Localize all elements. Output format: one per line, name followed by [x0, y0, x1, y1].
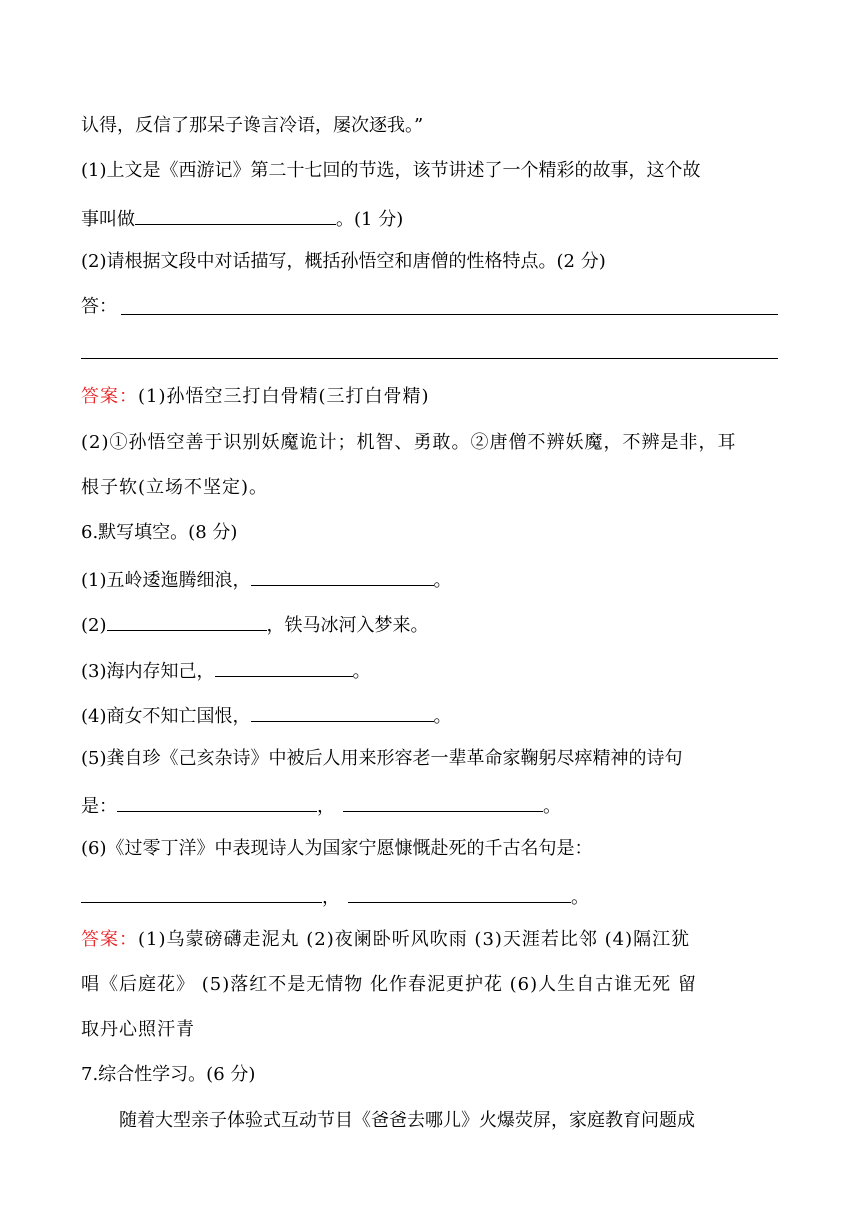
- question-6-6: (6)《过零丁洋》中表现诗人为国家宁愿慷慨赴死的千古名句是：: [81, 838, 593, 859]
- answer-6-cont: 唱《后庭花》 (5)落红不是无情物 化作春泥更护花 (6)人生自古谁无死 留: [81, 974, 697, 995]
- text-segment: 。: [352, 661, 371, 682]
- answer-blank[interactable]: [251, 701, 434, 722]
- answer-blank[interactable]: [117, 791, 317, 812]
- answer-6-cont: 取丹心照汗青: [81, 1019, 195, 1040]
- text-segment: 事叫做: [81, 209, 135, 230]
- text-segment: 。: [433, 706, 452, 727]
- answer-blank[interactable]: [107, 610, 267, 631]
- question-6-6-cont: [81, 882, 589, 911]
- answer-blank[interactable]: [81, 882, 322, 903]
- answer-1: [81, 384, 430, 410]
- question-5-1: (1)上文是《西游记》第二十七回的节选，该节讲述了一个精彩的故事，这个故: [81, 160, 701, 181]
- answer-blank[interactable]: [135, 204, 336, 225]
- text-segment: (2): [81, 615, 107, 636]
- question-5-2: (2)请根据文段中对话描写，概括孙悟空和唐僧的性格特点。(2 分): [81, 251, 606, 272]
- answer-2-cont: 根子软(立场不坚定)。: [81, 477, 269, 498]
- text-segment: 。: [433, 570, 452, 591]
- text-segment: 。(1 分): [336, 209, 404, 230]
- answer-line[interactable]: [81, 358, 778, 359]
- answer-blank[interactable]: [343, 791, 543, 812]
- answer-text: (1)乌蒙磅礴走泥丸 (2)夜阑卧听风吹雨 (3)天涯若比邻 (4)隔江犹: [138, 929, 691, 950]
- question-6-5: (5)龚自珍《己亥杂诗》中被后人用来形容老一辈革命家鞠躬尽瘁精神的诗句: [81, 748, 683, 769]
- text-segment: (4)商女不知亡国恨，: [81, 706, 251, 727]
- question-7-title: 7.综合性学习。(6 分): [81, 1064, 256, 1085]
- question-6-title: 6.默写填空。(8 分): [81, 522, 238, 543]
- text-segment: ，: [322, 887, 340, 908]
- question-6-3: [81, 656, 371, 685]
- text-segment: 。: [543, 796, 561, 817]
- answer-6: [81, 927, 690, 953]
- text-line: 认得，反信了那呆子谗言冷语，屡次逐我。”: [81, 115, 424, 136]
- question-6-1: [81, 565, 452, 594]
- answer-label: 答案：: [81, 929, 138, 950]
- answer-blank[interactable]: [251, 565, 434, 586]
- text-segment: ，铁马冰河入梦来。: [266, 615, 429, 636]
- question-6-5-cont: [81, 791, 561, 820]
- answer-blank[interactable]: [215, 656, 353, 677]
- question-7-text: 随着大型亲子体验式互动节目《爸爸去哪儿》火爆荧屏，家庭教育问题成: [119, 1110, 695, 1131]
- text-segment: 。: [571, 887, 589, 908]
- answer-line[interactable]: [121, 314, 778, 315]
- question-5-1-cont: [81, 204, 403, 233]
- answer-blank[interactable]: [348, 882, 571, 903]
- answer-2: (2)①孙悟空善于识别妖魔诡计；机智、勇敢。②唐僧不辨妖魔，不辨是非，耳: [81, 432, 737, 453]
- answer-label: 答案：: [81, 386, 138, 407]
- text-segment: 是：: [81, 796, 117, 817]
- text-segment: (3)海内存知己，: [81, 661, 215, 682]
- text-segment: (1)五岭逶迤腾细浪，: [81, 570, 251, 591]
- answer-text: (1)孙悟空三打白骨精(三打白骨精): [138, 386, 430, 407]
- question-6-4: [81, 701, 452, 730]
- question-6-2: [81, 610, 429, 639]
- text-segment: ，: [317, 796, 335, 817]
- answer-prompt: 答：: [81, 296, 117, 317]
